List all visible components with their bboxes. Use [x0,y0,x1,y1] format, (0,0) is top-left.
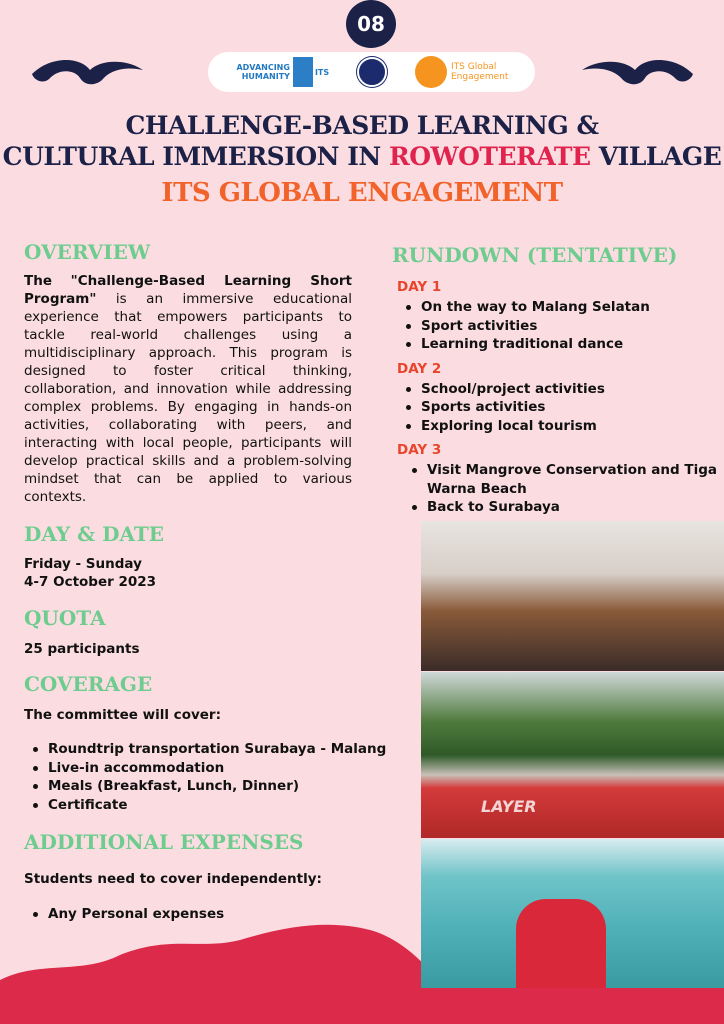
advancing-humanity-logo: ADVANCING HUMANITY [236,63,290,81]
quota-heading: QUOTA [24,606,106,630]
list-item: Sport activities [397,317,717,336]
list-item: Live-in accommodation [24,759,386,778]
truck-label: LAYER [481,797,537,816]
global-engagement-logo-text: ITS Global Engagement [451,62,509,82]
list-item: Certificate [24,796,386,815]
coverage-intro: The committee will cover: [24,707,221,723]
its-seal-icon [357,57,387,87]
its-logo-icon [293,57,313,87]
ornament-left-icon [30,56,145,90]
list-item: Visit Mangrove Conservation and Tiga Warna Beach [403,461,717,498]
list-item: Learning traditional dance [397,335,717,354]
ornament-right-icon [580,56,695,90]
overview-text: The "Challenge-Based Learning Short Program" is an immersive educational experience that empowers participants to tackle real-world challenges using a multidisciplinary approach. This program is designed to foster critical thinking, collaboration, and innovation while addressing complex problems. By engaging in hands-on activities, collaborating with peers, and interacting with local people, participants will develop practical skills and a problem-solving mindset that can be applied to various contexts. [24,273,353,505]
list-item: Back to Surabaya [403,498,717,517]
bottom-band [0,988,724,1024]
partner-logos [208,52,535,92]
date-days: Friday - Sunday [24,556,142,572]
quota-value: 25 participants [24,641,140,657]
day-label: DAY 2 [397,360,442,377]
people-in-lifejackets [516,899,606,989]
list-item: On the way to Malang Selatan [397,298,717,317]
list-item: Roundtrip transportation Surabaya - Malang [24,740,386,759]
photo-truck-ride [421,672,724,838]
list-item: Meals (Breakfast, Lunch, Dinner) [24,777,386,796]
its-logo-text: ITS [314,67,330,77]
photo-traditional-dance [421,521,724,671]
day-label: DAY 3 [397,442,442,458]
overview-heading: OVERVIEW [24,240,151,264]
list-item: School/project activities [397,380,717,399]
expenses-intro: Students need to cover independently: [24,871,322,887]
date-heading: DAY & DATE [24,522,165,546]
coverage-heading: COVERAGE [24,672,153,696]
coverage-list [24,740,386,814]
page-title: CHALLENGE-BASED LEARNING & CULTURAL IMMERSION IN ROWOTERATE VILLAGE ITS GLOBAL ENGAGEMENT [0,110,724,209]
page-number-badge: 08 [346,0,396,48]
list-item: Exploring local tourism [397,417,717,436]
global-engagement-logo-icon [415,56,447,88]
rundown-heading: RUNDOWN (TENTATIVE) [392,243,678,267]
list-item: Sports activities [397,398,717,417]
list-item: Any Personal expenses [24,905,224,924]
day-label: DAY 1 [397,279,442,295]
subtitle: ITS GLOBAL ENGAGEMENT [161,178,563,208]
photo-beach-snorkeling [421,839,724,989]
date-range: 4-7 October 2023 [24,574,157,590]
expenses-heading: ADDITIONAL EXPENSES [24,830,304,854]
rundown-list [397,272,717,517]
